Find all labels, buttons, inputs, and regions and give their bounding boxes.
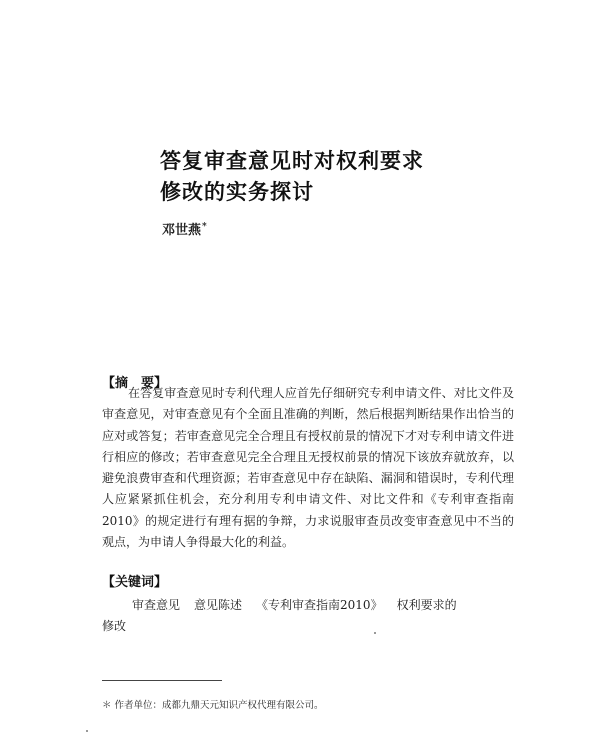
title-line-2: 修改的实务探讨 bbox=[160, 180, 314, 204]
abstract-body bbox=[102, 383, 514, 553]
keywords-list bbox=[102, 595, 522, 637]
paper-title bbox=[160, 146, 480, 208]
footnote: ＊ 作者单位：成都九鼎天元知识产权代理有限公司。 bbox=[102, 700, 324, 711]
footnote-rule bbox=[102, 680, 222, 681]
abstract-heading: 【摘 要】 bbox=[102, 376, 168, 391]
title-line-1: 答复审查意见时对权利要求 bbox=[160, 149, 424, 173]
scan-speck bbox=[374, 632, 376, 634]
keyword: 权利要求的 bbox=[396, 598, 457, 612]
author-name: 邓世燕 bbox=[162, 223, 202, 238]
keywords-heading: 【关键词】 bbox=[102, 575, 168, 590]
author-footnote-mark: * bbox=[202, 221, 207, 232]
keyword: 意见陈述 bbox=[194, 598, 243, 612]
keyword: 修改 bbox=[102, 619, 127, 633]
author bbox=[162, 219, 207, 238]
keyword: 审查意见 bbox=[132, 598, 181, 612]
keyword: 《专利审查指南2010》 bbox=[256, 598, 383, 612]
abstract-text: 在答复审查意见时专利代理人应首先仔细研究专利申请文件、对比文件及审查意见，对审查意见有个全面且准确的判断，然后根据判断结果作出恰当的应对或答复；若审查意见完全合理且有授权前景的情况下才对专利申请文件进行相应的修改；若审查意见完全合理且无授权前景的情况下该放弃就放弃，以避免浪费审查和代理资源；若审查意见中存在缺陷、漏洞和错误时，专利代理人应紧紧抓住机会，充分利用专利申请文件、对比文件和《专利审查指南2010》的规定进行有理有据的争辩，力求说服审查员改变审查意见中不当的观点，为申请人争得最大化的利益。 bbox=[102, 386, 514, 550]
scan-speck bbox=[86, 730, 88, 732]
